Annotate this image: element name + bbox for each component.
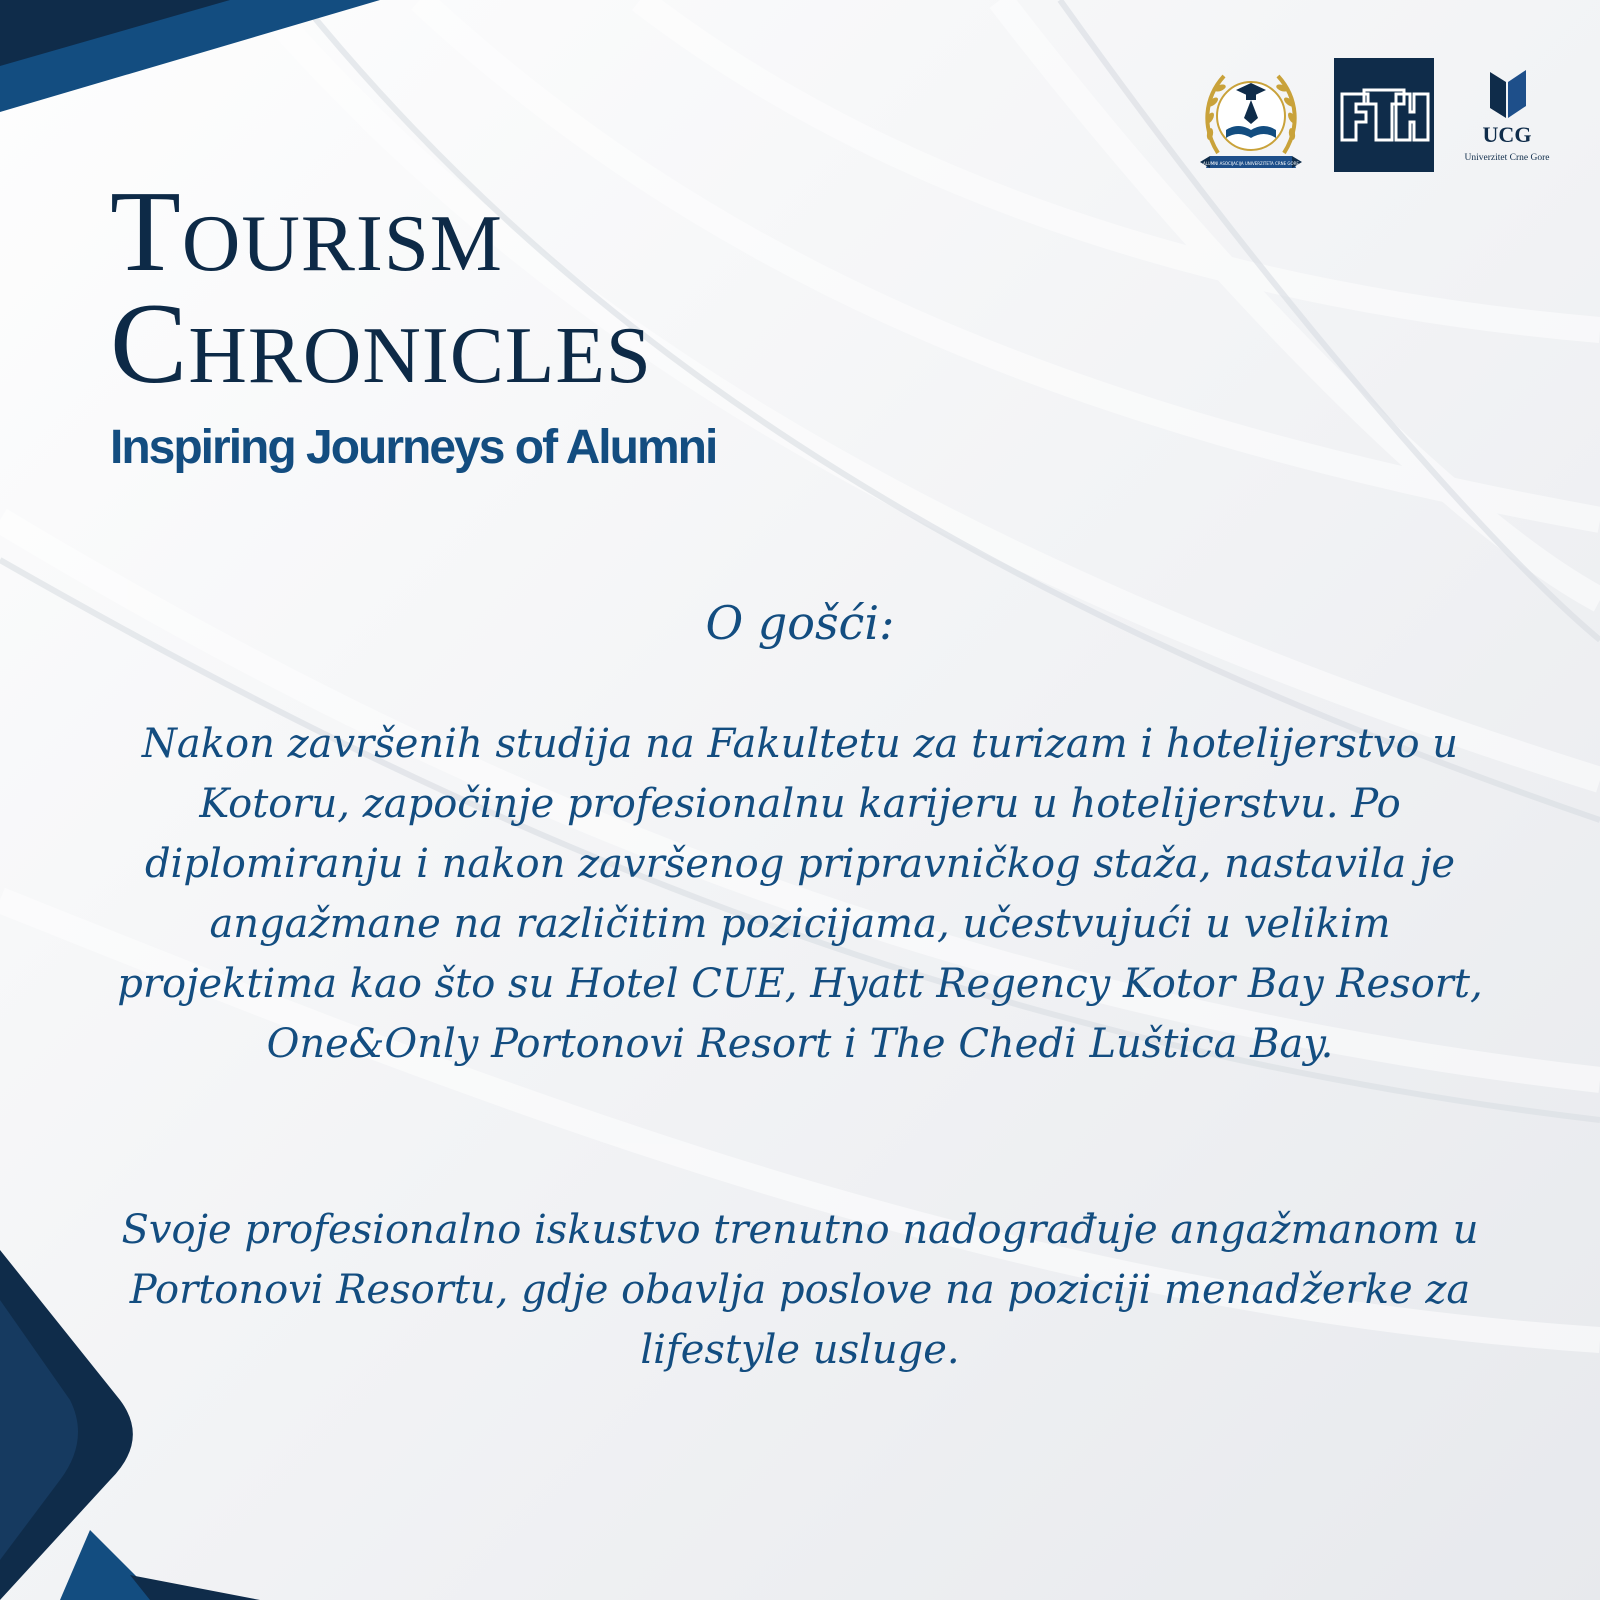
bio-paragraph-1: Nakon završenih studija na Fakultetu za turizam i hotelijerstvo u Kotoru, započinje profesionalnu karijeru u hotelijerstvu. Po diplomiranju i nakon završenog pripravničkog staža, nastavila je angažmane na različitim pozicijama, učestvujući u velikim projektima kao što su Hotel CUE, Hyatt Regency Kotor Bay Resort, One&Only Portonovi Resort i The Chedi Luštica Bay.	[117, 721, 1483, 1067]
svg-text:ALUMNI ASOCIJACIJA UNIVERZITET: ALUMNI ASOCIJACIJA UNIVERZITETA CRNE GORE	[1203, 161, 1299, 166]
svg-text:Univerzitet Crne Gore: Univerzitet Crne Gore	[1464, 153, 1550, 163]
partner-logos	[1196, 58, 1552, 178]
title-line-1: Tourism	[110, 168, 503, 296]
title-line-2: Chronicles	[110, 280, 652, 408]
bio-paragraph-2: Svoje profesionalno iskustvo trenutno nadograđuje angažmanom u Portonovi Resortu, gdje obavlja poslove na poziciji menadžerke za lifestyle usluge.	[121, 1207, 1479, 1373]
ucg-book-icon	[1462, 58, 1552, 168]
section-heading: O gošći:	[705, 596, 895, 650]
fth-monogram-icon	[1334, 58, 1434, 172]
page-title	[110, 168, 652, 408]
svg-text:UCG: UCG	[1482, 122, 1532, 147]
alumni-seal-icon	[1196, 58, 1306, 178]
subtitle: Inspiring Journeys of Alumni	[110, 421, 717, 474]
